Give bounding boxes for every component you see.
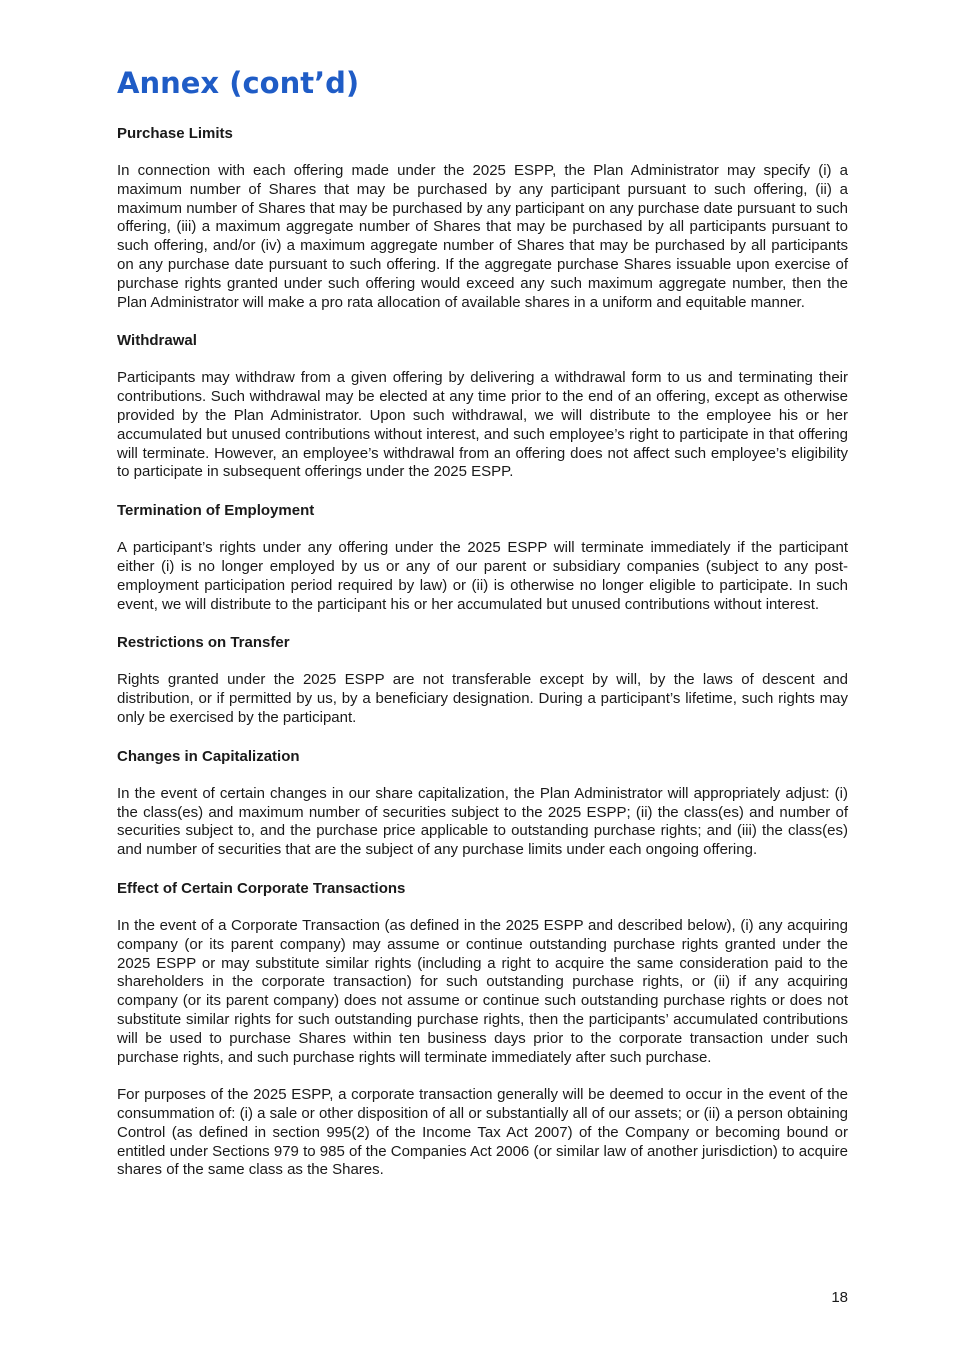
paragraph: In the event of a Corporate Transaction (as defined in the 2025 ESPP and described below), (i) any acquiring company (or its parent company) may assume or continue outstanding purchase rights granted under the 2025 ESPP or may substitute similar rights (including a right to acquire the same consideration paid to the shareholders in the corporate transaction) for such outstanding purchase rights, or (ii) if any acquiring company (or its parent company) does not assume or continue such outstanding purchase rights or does not substitute similar rights for such outstanding purchase rights, then the participants’ accumulated contributions will be used to purchase Shares within ten business days prior to the corporate transaction under such purchase rights, and such purchase rights will terminate immediately after such purchase. [117,916,848,1066]
section-heading: Effect of Certain Corporate Transactions [117,879,406,897]
section-purchase-limits [117,124,848,312]
section-restrictions-on-transfer [117,633,848,727]
paragraph: For purposes of the 2025 ESPP, a corporate transaction generally will be deemed to occur in the event of the consummation of: (i) a sale or other disposition of all or substantially all of our assets; or (ii) a person obtaining Control (as defined in section 995(2) of the Income Tax Act 2007) of the Company or becoming bound or entitled under Sections 979 to 985 of the Companies Act 2006 (or similar law of another jurisdiction) to acquire shares of the same class as the Shares. [117,1086,848,1179]
section-heading: Changes in Capitalization [117,747,300,765]
section-withdrawal [117,331,848,482]
section-heading: Restrictions on Transfer [117,634,290,652]
paragraph: In the event of certain changes in our share capitalization, the Plan Administrator will appropriately adjust: (i) the class(es) and maximum number of securities subject to the 2025 ESPP; (ii) the class(es) and number of securities subject to, and the purchase price applicable to outstanding purchase rights; and (iii) the class(es) and number of securities that are the subject of any purchase limits under each ongoing offering. [117,784,848,859]
section-heading: Termination of Employment [117,502,315,520]
page-number: 18 [831,1289,848,1306]
paragraph: A participant’s rights under any offering under the 2025 ESPP will terminate immediately if the participant either (i) is no longer employed by us or any of our parent or subsidiary companies (subject to any post-employment participation period required by law) or (ii) is otherwise no longer eligible to participate. In such event, we will distribute to the participant his or her accumulated but unused contributions without interest. [117,539,848,613]
section-heading: Withdrawal [117,332,197,350]
page-title: Annex (cont’d) [117,66,360,100]
section-corporate-transactions [117,879,848,1180]
paragraph: Rights granted under the 2025 ESPP are not transferable except by will, by the laws of descent and distribution, or if permitted by us, by a beneficiary designation. During a participant’s lifetime, such rights may only be exercised by the participant. [117,671,848,726]
paragraph: Participants may withdraw from a given offering by delivering a withdrawal form to us and terminating their contributions. Such withdrawal may be elected at any time prior to the end of an offering, except as otherwise provided by the Plan Administrator. Upon such withdrawal, we will distribute to the employee his or her accumulated but unused contributions without interest, and such employee’s right to participate in that offering will terminate. However, an employee’s withdrawal from an offering does not affect such employee’s eligibility to participate in subsequent offerings under the 2025 ESPP. [117,369,848,481]
section-termination-of-employment [117,501,848,614]
section-changes-in-capitalization [117,747,848,860]
document-page [117,64,848,1199]
section-heading: Purchase Limits [117,125,233,142]
paragraph: In connection with each offering made under the 2025 ESPP, the Plan Administrator may specify (i) a maximum number of Shares that may be purchased by any participant pursuant to such offering, (ii) a maximum number of Shares that may be purchased by any participant on any purchase date pursuant to such offering, (iii) a maximum aggregate number of Shares that may be purchased by all participants pursuant to such offering, and/or (iv) a maximum aggregate number of Shares that may be purchased by all participants on any purchase date pursuant to such offering. If the aggregate purchase Shares issuable upon exercise of purchase rights granted under such offering would exceed any such maximum aggregate number, then the Plan Administrator will make a pro rata allocation of available shares in a uniform and equitable manner. [117,162,848,311]
